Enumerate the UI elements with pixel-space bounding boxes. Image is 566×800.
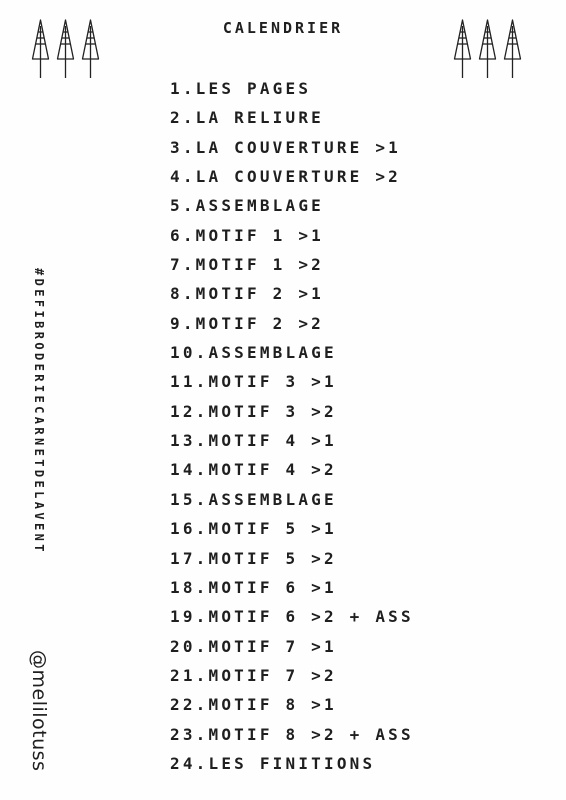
fir-tree-icon <box>477 18 498 80</box>
fir-tree-icon <box>502 18 523 80</box>
calendar-day-item: 12.MOTIF 3 >2 <box>170 401 337 421</box>
fir-tree-icon <box>452 18 473 80</box>
author-handle: @melilotuss <box>28 650 50 772</box>
trees-right <box>452 18 523 80</box>
page-title: CALENDRIER <box>222 19 344 37</box>
calendar-day-item: 8.MOTIF 2 >1 <box>170 284 324 304</box>
calendar-day-item: 10.ASSEMBLAGE <box>170 343 337 363</box>
hashtag-vertical: #DEFIBRODERIECARNETDELAVENT <box>32 268 46 555</box>
calendar-day-item: 17.MOTIF 5 >2 <box>170 548 337 568</box>
calendar-day-item: 1.LES PAGES <box>170 79 312 98</box>
calendar-day-item: 9.MOTIF 2 >2 <box>170 313 324 333</box>
calendar-day-item: 15.ASSEMBLAGE <box>170 489 337 509</box>
calendar-day-item: 3.LA COUVERTURE >1 <box>170 137 401 157</box>
calendar-day-item: 11.MOTIF 3 >1 <box>170 372 337 392</box>
calendar-day-item: 21.MOTIF 7 >2 <box>170 665 337 685</box>
calendar-day-item: 20.MOTIF 7 >1 <box>170 636 337 656</box>
calendar-day-item: 6.MOTIF 1 >1 <box>170 225 324 245</box>
calendar-day-item: 14.MOTIF 4 >2 <box>170 460 337 480</box>
calendar-day-item: 22.MOTIF 8 >1 <box>170 695 337 715</box>
calendar-day-item: 16.MOTIF 5 >1 <box>170 519 337 539</box>
calendar-list <box>170 78 414 782</box>
calendar-day-item: 7.MOTIF 1 >2 <box>170 255 324 275</box>
calendar-day-item: 2.LA RELIURE <box>170 108 324 128</box>
calendar-day-item: 13.MOTIF 4 >1 <box>170 431 337 451</box>
calendar-day-item: 5.ASSEMBLAGE <box>170 196 324 216</box>
calendar-day-item: 18.MOTIF 6 >1 <box>170 577 337 597</box>
calendar-day-item: 4.LA COUVERTURE >2 <box>170 167 401 187</box>
calendar-day-item: 24.LES FINITIONS <box>170 753 376 773</box>
calendar-day-item: 23.MOTIF 8 >2 + ASS <box>170 724 414 744</box>
calendar-day-item: 19.MOTIF 6 >2 + ASS <box>170 607 414 627</box>
